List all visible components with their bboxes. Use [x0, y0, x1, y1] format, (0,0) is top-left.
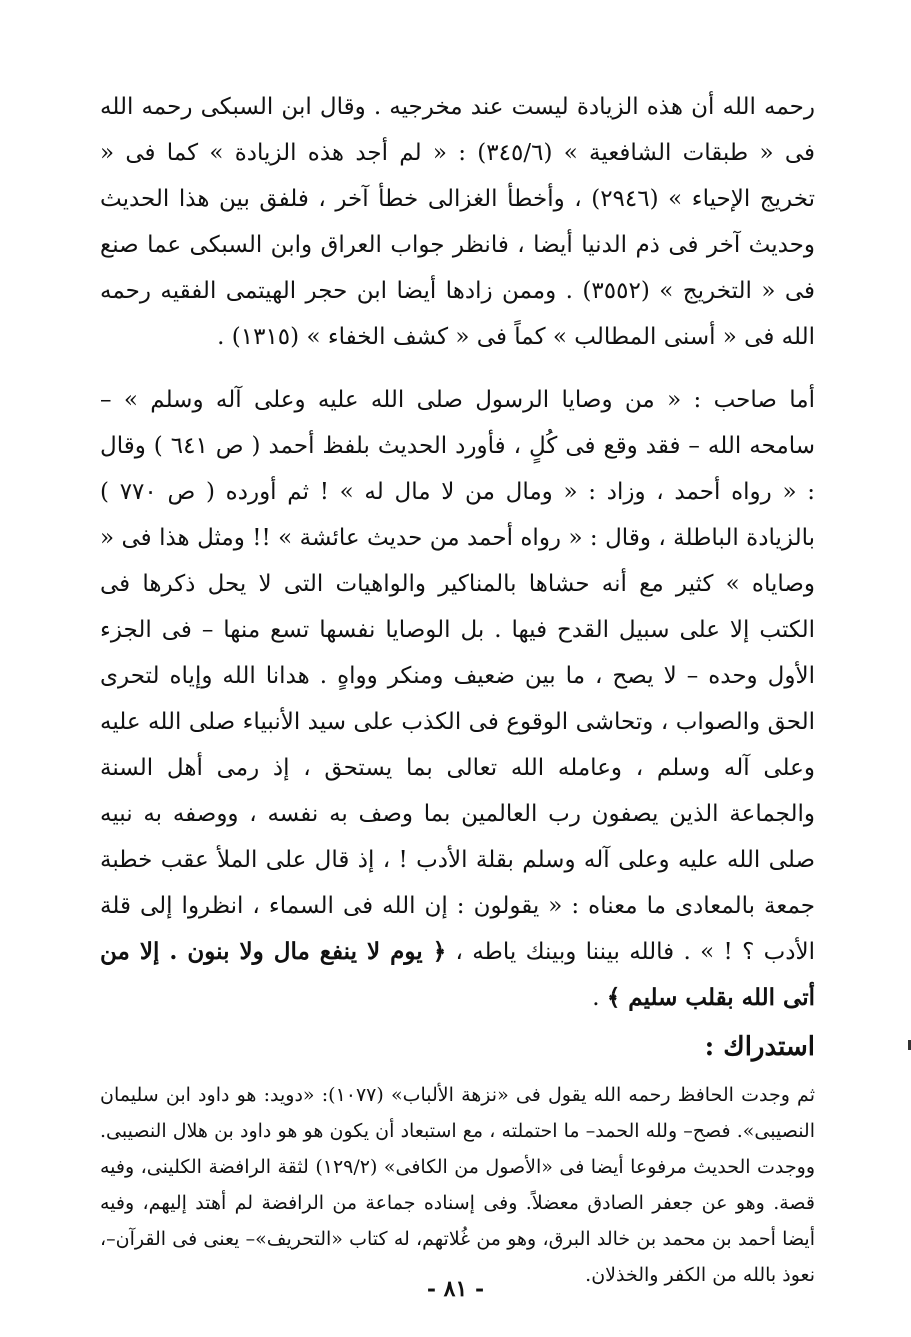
page-number: - ٨١ - [426, 1276, 485, 1302]
paragraph-2 [100, 377, 815, 1021]
section-heading-istidrak: استدراك : [704, 1032, 815, 1062]
paragraph-2-text: أما صاحب : « من وصايا الرسول صلى الله عليه وعلى آله وسلم » – سامحه الله – فقد وقع فى كُلٍ ، فأورد الحديث بلفظ أحمد ( ص ٦٤١ ) وقال : « رواه أحمد ، وزاد : « ومال من لا مال له » ! ثم أورده ( ص ٧٧٠ ) بالزيادة الباطلة ، وقال : « رواه أحمد من حديث عائشة » !! ومثل هذا فى « وصاياه » كثير مع أنه حشاها بالمناكير والواهيات التى لا يحل ذكرها فى الكتب إلا على سبيل القدح فيها . بل الوصايا نفسها تسع منها – فى الجزء الأول وحده – لا يصح ، ما بين ضعيف ومنكر وواهٍ . هدانا الله وإياه لتحرى الحق والصواب ، وتحاشى الوقوع فى الكذب على سيد الأنبياء صلى الله عليه وعلى آله وسلم ، وعامله الله تعالى بما يستحق ، إذ رمى أهل السنة والجماعة الذين يصفون رب العالمين بما وصف به نفسه ، ووصفه به نبيه صلى الله عليه وعلى آله وسلم بقلة الأدب ! ، إذ قال على الملأ عقب خطبة جمعة بالمعادى ما معناه : « يقولون : إن الله فى السماء ، انظروا إلى قلة الأدب ؟ ! » . فالله بيننا وبينك ياطه ، [100, 387, 816, 965]
paragraph-1: رحمه الله أن هذه الزيادة ليست عند مخرجيه . وقال ابن السبكى رحمه الله فى « طبقات الشافعية » (٣٤٥/٦) : « لم أجد هذه الزيادة » كما فى « تخريج الإحياء » (٢٩٤٦) ، وأخطأ الغزالى خطأ آخر ، فلفق بين هذا الحديث وحديث آخر فى ذم الدنيا أيضا ، فانظر جواب العراق وابن السبكى عما صنع فى « التخريج » (٣٥٥٢) . وممن زادها أيضا ابن حجر الهيتمى الفقيه رحمه الله فى « أسنى المطالب » كماً فى « كشف الخفاء » (١٣١٥) . [100, 94, 815, 350]
paragraph-2-end: . [592, 985, 607, 1011]
quran-verse: ﴿ يوم لا ينفع مال ولا بنون . إلا من أتى الله بقلب سليم ﴾ [100, 938, 815, 1011]
page-body [100, 84, 815, 1293]
istidrak-note: ثم وجدت الحافظ رحمه الله يقول فى «نزهة الألباب» (١٠٧٧): «دويد: هو داود ابن سليمان النصيبى». فصح– ولله الحمد– ما احتملته ، مع استبعاد أن يكون هو هو داود بن هلال النصيبى. ووجدت الحديث مرفوعا أيضا فى «الأصول من الكافى» (١٢٩/٢) لثقة الرافضة الكلينى، وفيه قصة. وهو عن جعفر الصادق معضلاً. وفى إسناده جماعة من الرافضة لم أهتد إليهم، وفيه أيضا أحمد بن محمد بن خالد البرق، وهو من غُلاتهم، له كتاب «التحريف»– يعنى فى القرآن–، نعوذ بالله من الكفر والخذلان. [100, 1084, 815, 1286]
